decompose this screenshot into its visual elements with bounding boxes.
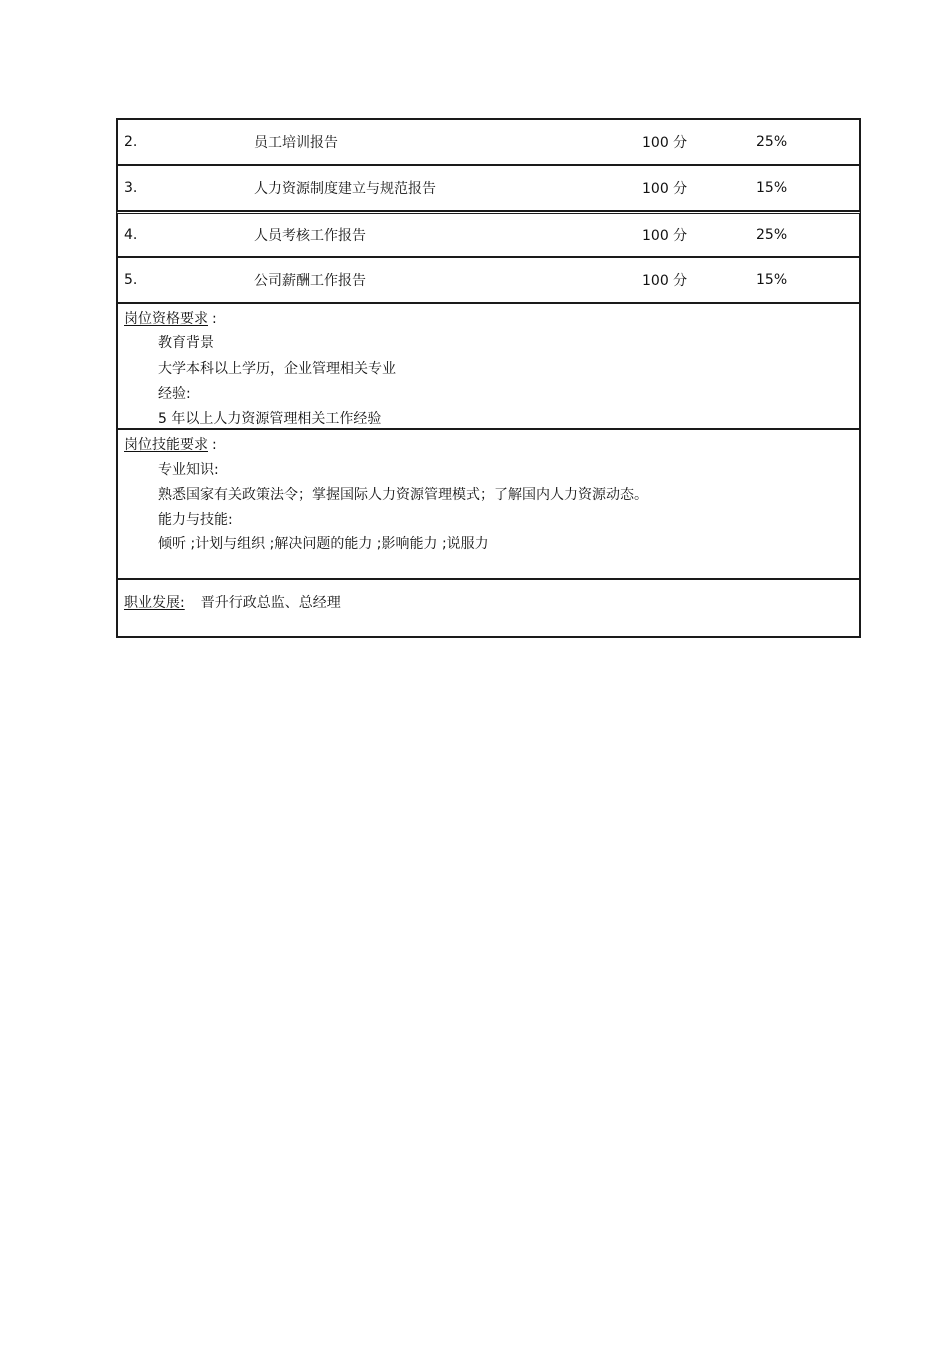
- kpi-name: 人力资源制度建立与规范报告: [254, 181, 436, 197]
- career-value: 晋升行政总监、总经理: [200, 595, 341, 611]
- kpi-score: 100 分: [642, 228, 688, 244]
- skill-line: 能力与技能:: [158, 512, 233, 528]
- kpi-row: [116, 164, 861, 212]
- career-section: [116, 578, 861, 638]
- kpi-score: 100 分: [642, 181, 688, 197]
- qualification-line: 5 年以上人力资源管理相关工作经验: [158, 411, 382, 427]
- kpi-row: [116, 256, 861, 304]
- kpi-index: 5.: [124, 272, 138, 288]
- skill-line: 熟悉国家有关政策法令；掌握国际人力资源管理模式；了解国内人力资源动态。: [158, 487, 648, 503]
- kpi-weight: 25%: [756, 227, 788, 243]
- kpi-score: 100 分: [642, 273, 688, 289]
- skills-heading-colon: :: [212, 437, 217, 453]
- skill-line: 倾听 ;计划与组织 ;解决问题的能力 ;影响能力 ;说服力: [158, 536, 489, 552]
- kpi-weight: 15%: [756, 180, 788, 196]
- kpi-index: 4.: [124, 227, 138, 243]
- kpi-weight: 25%: [756, 134, 788, 150]
- qualifications-section: [116, 302, 861, 430]
- qualifications-heading: [124, 308, 217, 328]
- kpi-index: 3.: [124, 180, 138, 196]
- kpi-index: 2.: [124, 134, 138, 150]
- kpi-name: 人员考核工作报告: [254, 228, 366, 244]
- qualification-line: 经验:: [158, 386, 191, 402]
- skills-heading-label: 岗位技能要求: [124, 437, 208, 453]
- qualification-line: 大学本科以上学历，企业管理相关专业: [158, 361, 396, 377]
- kpi-name: 员工培训报告: [254, 135, 338, 151]
- kpi-score: 100 分: [642, 135, 688, 151]
- kpi-name: 公司薪酬工作报告: [254, 273, 366, 289]
- kpi-row: [116, 118, 861, 166]
- qualifications-heading-colon: :: [212, 311, 217, 327]
- kpi-row: [116, 210, 861, 258]
- qualifications-heading-label: 岗位资格要求: [124, 311, 208, 327]
- skills-section: [116, 428, 861, 580]
- skills-heading: [124, 434, 217, 454]
- career-label: 职业发展:: [124, 595, 185, 611]
- qualification-line: 教育背景: [158, 335, 214, 351]
- kpi-weight: 15%: [756, 272, 788, 288]
- skill-line: 专业知识:: [158, 462, 219, 478]
- job-description-document: [116, 118, 861, 638]
- career-line: [124, 592, 341, 612]
